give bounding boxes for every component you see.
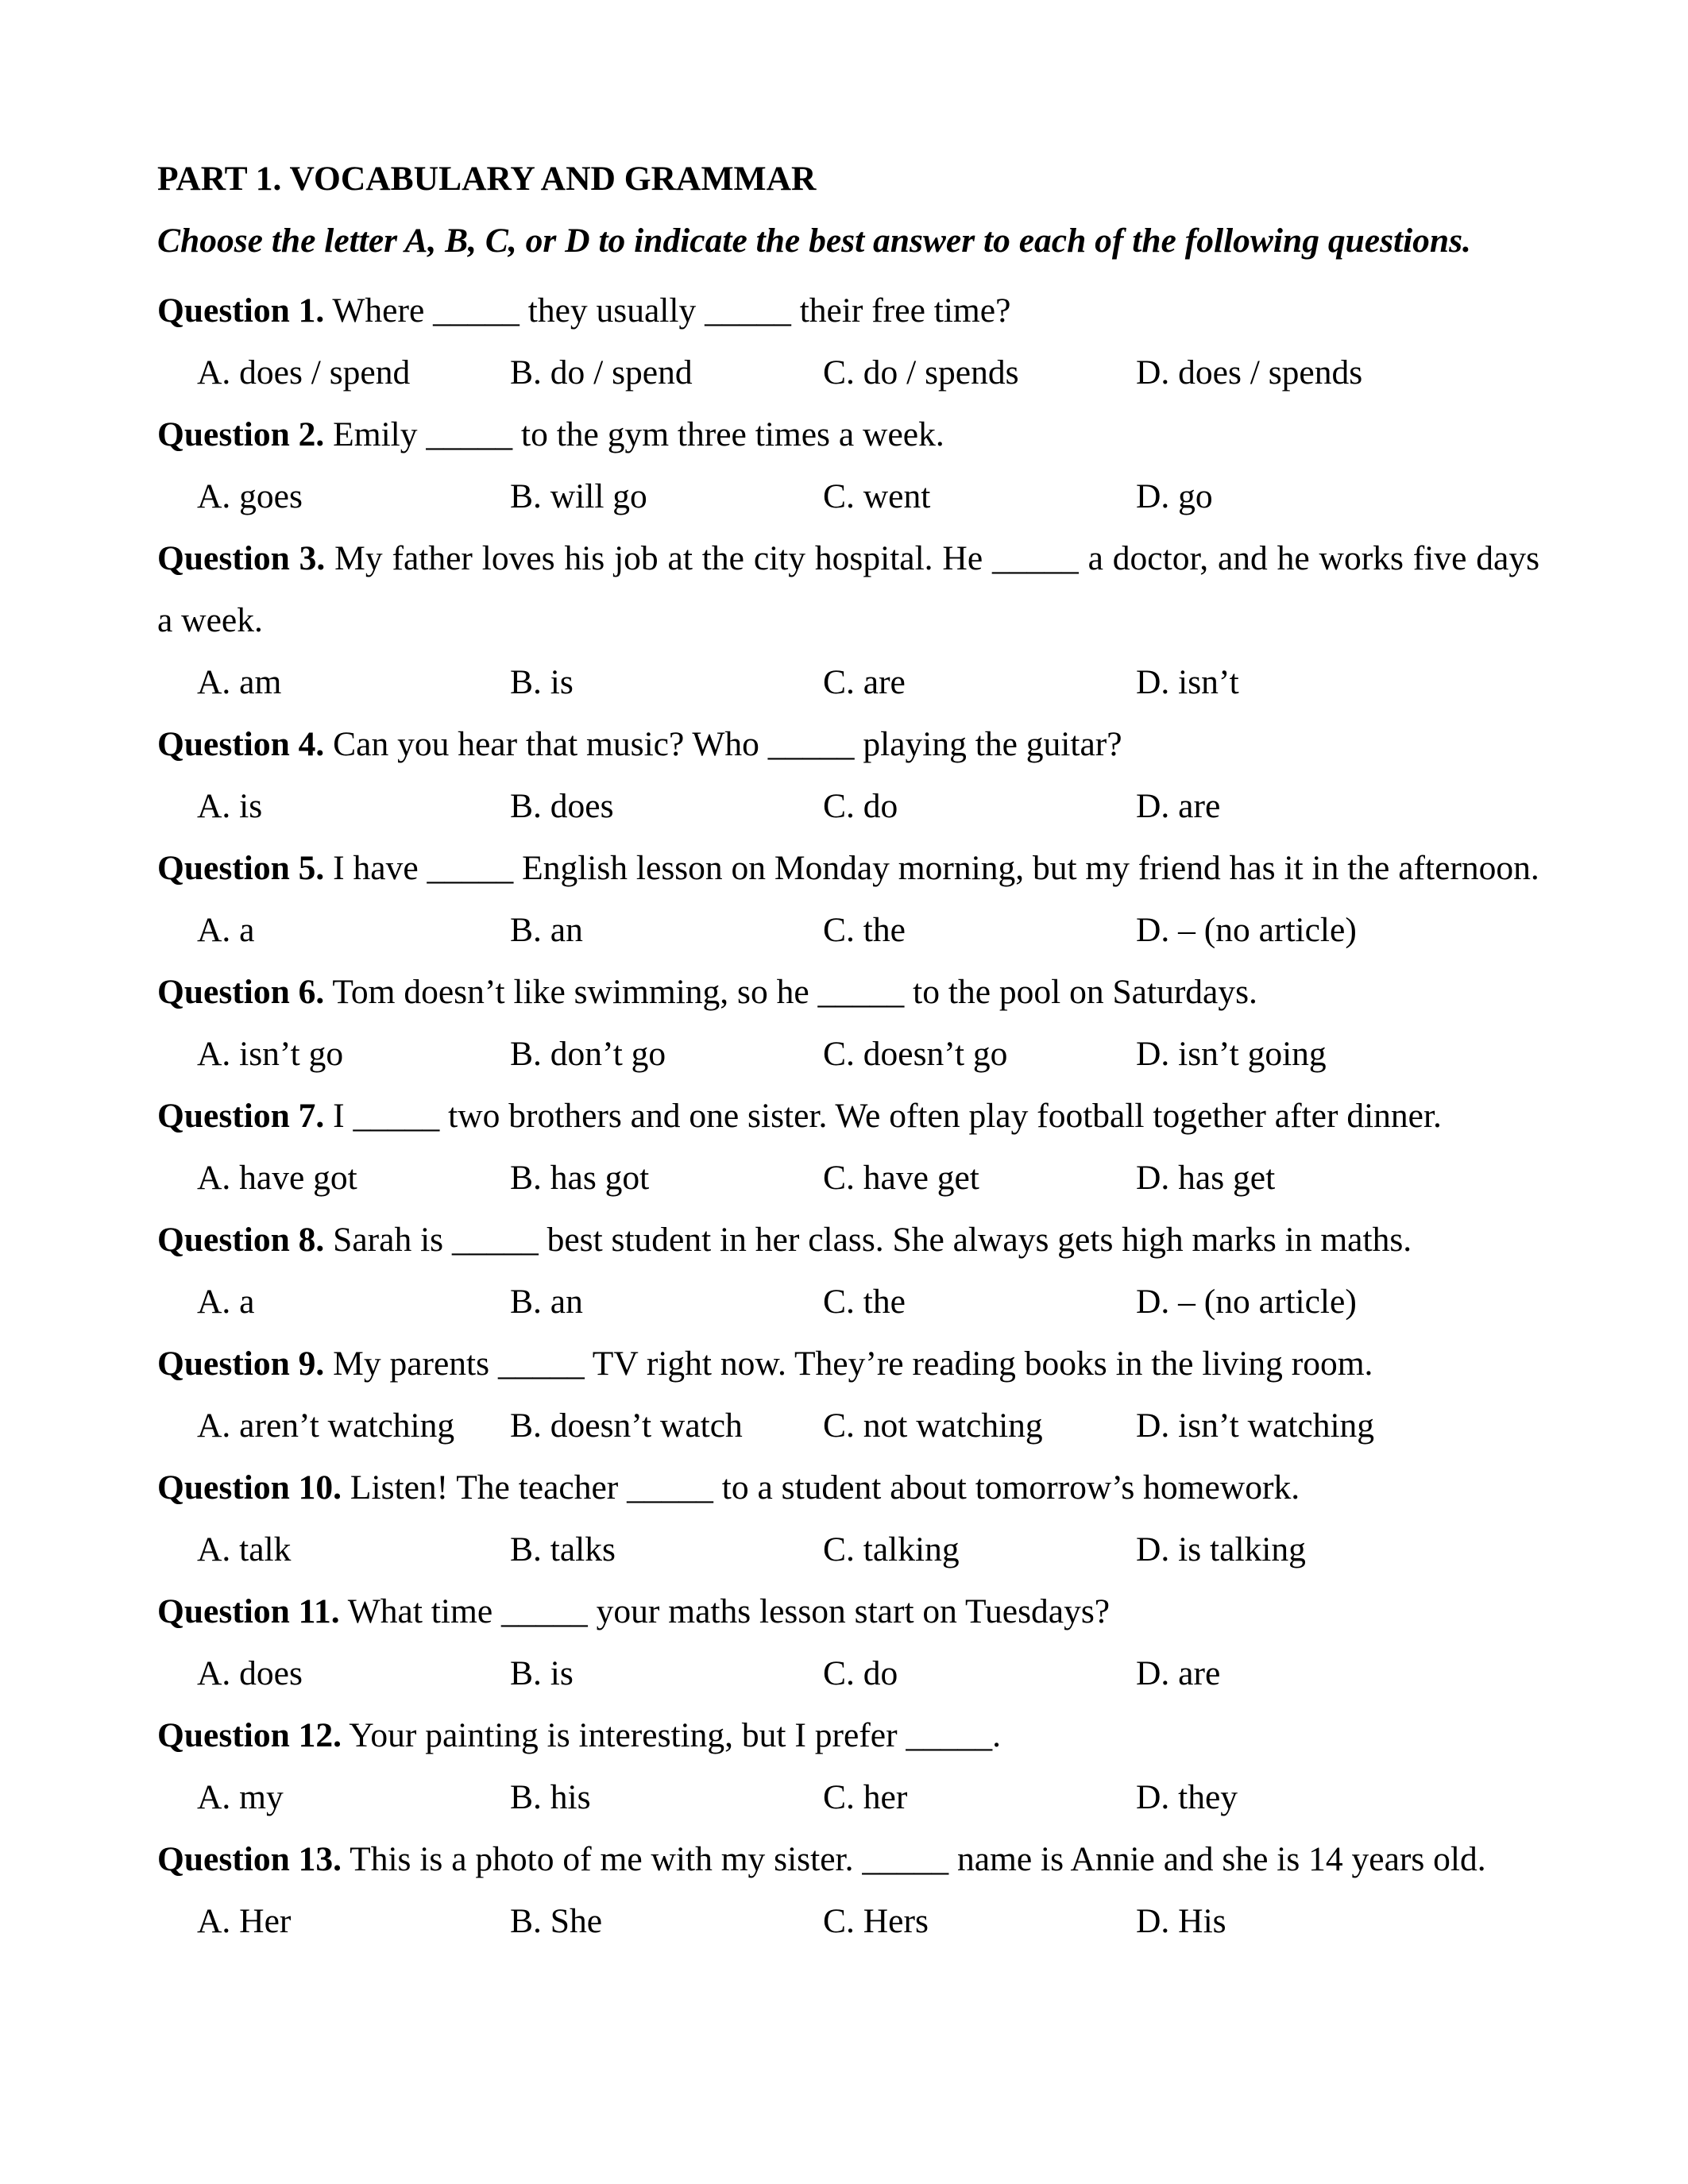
answer-option-a[interactable]: A. does — [197, 1654, 303, 1692]
answer-options — [157, 1271, 1539, 1333]
worksheet-page — [157, 156, 1539, 1952]
answer-option-d[interactable]: D. are — [1136, 787, 1221, 825]
answer-option-b[interactable]: B. an — [510, 1283, 583, 1321]
question-stem — [157, 403, 1539, 465]
question-stem — [157, 1580, 1539, 1642]
answer-options — [157, 1518, 1539, 1580]
answer-option-a[interactable]: A. my — [197, 1778, 284, 1816]
question-stem — [157, 1209, 1539, 1271]
answer-options — [157, 1642, 1539, 1704]
answer-option-a[interactable]: A. a — [197, 1283, 255, 1321]
question-13 — [157, 1828, 1539, 1952]
answer-option-c[interactable]: C. Hers — [823, 1902, 929, 1940]
question-7 — [157, 1085, 1539, 1209]
answer-option-d[interactable]: D. they — [1136, 1778, 1238, 1816]
answer-option-c[interactable]: C. not watching — [823, 1406, 1043, 1445]
answer-option-c[interactable]: C. doesn’t go — [823, 1035, 1008, 1073]
question-text: What time _____ your maths lesson start on Tuesdays? — [347, 1592, 1111, 1630]
question-label: Question 8. — [157, 1221, 325, 1259]
question-text: Listen! The teacher _____ to a student about tomorrow’s homework. — [350, 1468, 1300, 1507]
answer-option-b[interactable]: B. has got — [510, 1159, 650, 1197]
question-label: Question 3. — [157, 539, 326, 577]
question-stem — [157, 527, 1539, 651]
answer-option-d[interactable]: D. – (no article) — [1136, 911, 1357, 949]
answer-option-a[interactable]: A. does / spend — [197, 353, 411, 392]
question-3 — [157, 527, 1539, 713]
question-4 — [157, 713, 1539, 837]
question-label: Question 9. — [157, 1345, 325, 1383]
question-stem — [157, 837, 1539, 899]
instructions: Choose the letter A, B, C, or D to indicate the best answer to each of the following questions. — [157, 222, 1471, 260]
question-label: Question 4. — [157, 725, 325, 763]
question-stem — [157, 1085, 1539, 1147]
answer-option-d[interactable]: D. go — [1136, 477, 1213, 515]
answer-option-c[interactable]: C. have get — [823, 1159, 979, 1197]
answer-option-c[interactable]: C. her — [823, 1778, 908, 1816]
answer-options — [157, 1147, 1539, 1209]
question-text: I _____ two brothers and one sister. We often play football together after dinner. — [333, 1097, 1442, 1135]
answer-options — [157, 341, 1539, 403]
answer-option-c[interactable]: C. the — [823, 911, 906, 949]
question-8 — [157, 1209, 1539, 1333]
answer-options — [157, 899, 1539, 961]
answer-option-a[interactable]: A. a — [197, 911, 255, 949]
answer-option-d[interactable]: D. does / spends — [1136, 353, 1363, 392]
question-label: Question 1. — [157, 291, 325, 330]
question-2 — [157, 403, 1539, 527]
question-label: Question 6. — [157, 973, 325, 1011]
question-text: Sarah is _____ best student in her class. She always gets high marks in maths. — [333, 1221, 1412, 1259]
answer-option-b[interactable]: B. will go — [510, 477, 647, 515]
answer-option-a[interactable]: A. isn’t go — [197, 1035, 344, 1073]
question-label: Question 11. — [157, 1592, 340, 1630]
answer-option-d[interactable]: D. isn’t going — [1136, 1035, 1327, 1073]
question-label: Question 10. — [157, 1468, 342, 1507]
answer-option-b[interactable]: B. is — [510, 663, 574, 701]
question-text: Your painting is interesting, but I prefer _____. — [349, 1716, 1002, 1754]
question-text: Tom doesn’t like swimming, so he _____ to the pool on Saturdays. — [332, 973, 1257, 1011]
question-label: Question 7. — [157, 1097, 325, 1135]
question-label: Question 2. — [157, 415, 325, 453]
answer-option-a[interactable]: A. am — [197, 663, 282, 701]
question-9 — [157, 1333, 1539, 1457]
question-6 — [157, 961, 1539, 1085]
answer-option-d[interactable]: D. – (no article) — [1136, 1283, 1357, 1321]
answer-option-a[interactable]: A. talk — [197, 1530, 292, 1569]
question-text: Emily _____ to the gym three times a week. — [333, 415, 944, 453]
question-11 — [157, 1580, 1539, 1704]
question-label: Question 13. — [157, 1840, 342, 1878]
answer-options — [157, 465, 1539, 527]
answer-option-d[interactable]: D. isn’t watching — [1136, 1406, 1375, 1445]
question-label: Question 5. — [157, 849, 325, 887]
question-stem — [157, 1828, 1539, 1890]
answer-option-c[interactable]: C. do / spends — [823, 353, 1019, 392]
question-text: Where _____ they usually _____ their free time? — [332, 291, 1011, 330]
question-stem — [157, 961, 1539, 1023]
question-stem — [157, 280, 1539, 341]
answer-option-b[interactable]: B. doesn’t watch — [510, 1406, 743, 1445]
question-12 — [157, 1704, 1539, 1828]
question-stem — [157, 1704, 1539, 1766]
answer-option-b[interactable]: B. is — [510, 1654, 574, 1692]
answer-option-b[interactable]: B. his — [510, 1778, 591, 1816]
answer-option-a[interactable]: A. is — [197, 787, 263, 825]
answer-option-d[interactable]: D. has get — [1136, 1159, 1276, 1197]
question-1 — [157, 280, 1539, 403]
answer-options — [157, 1395, 1539, 1457]
answer-options — [157, 1023, 1539, 1085]
question-text: My parents _____ TV right now. They’re reading books in the living room. — [333, 1345, 1373, 1383]
answer-option-c[interactable]: C. the — [823, 1283, 906, 1321]
question-stem — [157, 1333, 1539, 1395]
answer-option-b[interactable]: B. don’t go — [510, 1035, 666, 1073]
answer-option-c[interactable]: C. talking — [823, 1530, 960, 1569]
answer-option-d[interactable]: D. His — [1136, 1902, 1226, 1940]
answer-option-b[interactable]: B. do / spend — [510, 353, 693, 392]
question-list — [157, 280, 1539, 1952]
question-text: My father loves his job at the city hospital. He _____ a doctor, and he works five days a week. — [157, 539, 1539, 639]
answer-option-d[interactable]: D. are — [1136, 1654, 1221, 1692]
answer-option-a[interactable]: A. goes — [197, 477, 303, 515]
answer-option-b[interactable]: B. an — [510, 911, 583, 949]
answer-options — [157, 775, 1539, 837]
question-10 — [157, 1457, 1539, 1580]
answer-option-b[interactable]: B. She — [510, 1902, 603, 1940]
question-stem — [157, 713, 1539, 775]
answer-option-c[interactable]: C. do — [823, 1654, 898, 1692]
answer-option-b[interactable]: B. does — [510, 787, 614, 825]
answer-option-a[interactable]: A. Her — [197, 1902, 292, 1940]
question-text: Can you hear that music? Who _____ playing the guitar? — [333, 725, 1122, 763]
answer-option-a[interactable]: A. aren’t watching — [197, 1406, 455, 1445]
answer-option-a[interactable]: A. have got — [197, 1159, 357, 1197]
answer-option-d[interactable]: D. isn’t — [1136, 663, 1239, 701]
question-text: This is a photo of me with my sister. _____ name is Annie and she is 14 years old. — [350, 1840, 1486, 1878]
question-label: Question 12. — [157, 1716, 342, 1754]
question-stem — [157, 1457, 1539, 1518]
answer-option-b[interactable]: B. talks — [510, 1530, 616, 1569]
part-heading: PART 1. VOCABULARY AND GRAMMAR — [157, 160, 817, 198]
answer-options — [157, 651, 1539, 713]
answer-options — [157, 1766, 1539, 1828]
answer-options — [157, 1890, 1539, 1952]
question-5 — [157, 837, 1539, 961]
answer-option-c[interactable]: C. went — [823, 477, 931, 515]
question-text: I have _____ English lesson on Monday morning, but my friend has it in the afternoon. — [333, 849, 1539, 887]
answer-option-c[interactable]: C. do — [823, 787, 898, 825]
answer-option-c[interactable]: C. are — [823, 663, 906, 701]
answer-option-d[interactable]: D. is talking — [1136, 1530, 1306, 1569]
